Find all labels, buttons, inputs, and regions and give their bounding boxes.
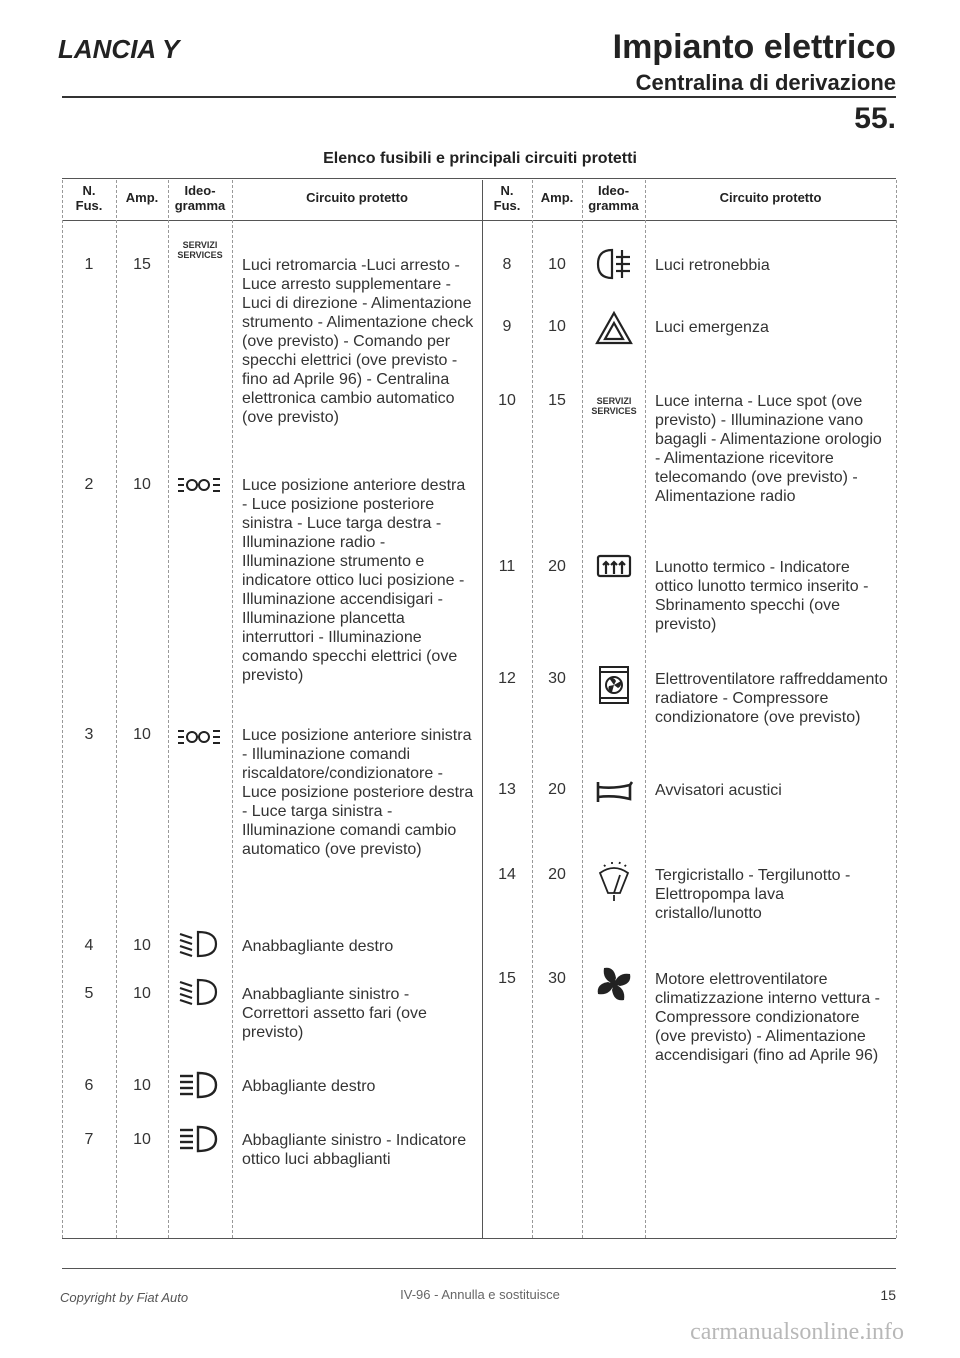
fuse-number: 4 bbox=[84, 937, 94, 954]
fuse-number: 13 bbox=[498, 781, 516, 798]
fuse-number: 10 bbox=[498, 392, 516, 409]
circuit-description: Luce posizione anteriore destra - Luce posizione posteriore sinistra - Luce targa destra - Illuminazione radio - Illuminazione strumento e indicatore ottico luci posizione - Illuminazione accendisigari - Illuminazione plancetta interruttori - Illuminazione comando specchi elettrici (ove previsto) bbox=[242, 477, 466, 684]
circuit-description: Luci emergenza bbox=[655, 319, 769, 336]
header-rule bbox=[62, 96, 896, 98]
header-ideogram: Ideo- gramma bbox=[588, 183, 639, 213]
fuse-amp: 10 bbox=[133, 1131, 151, 1148]
table-header-rule bbox=[62, 220, 896, 221]
fuse-amp: 30 bbox=[548, 670, 566, 687]
fuse-number: 7 bbox=[84, 1131, 94, 1148]
circuit-description: Luci retronebbia bbox=[655, 257, 770, 274]
header-fuse-number: N. Fus. bbox=[493, 183, 521, 213]
services-icon: SERVIZI SERVICES bbox=[591, 396, 637, 416]
copyright: Copyright by Fiat Auto bbox=[60, 1290, 189, 1305]
header-ideogram: Ideo- gramma bbox=[174, 183, 226, 213]
col-divider bbox=[582, 180, 583, 1238]
high-beam-icon bbox=[170, 1068, 230, 1102]
fuse-amp: 20 bbox=[548, 781, 566, 798]
circuit-description: Anabbagliante sinistro - Correttori assetto fari (ove previsto) bbox=[242, 986, 427, 1041]
table-title: Elenco fusibili e principali circuiti protetti bbox=[323, 150, 637, 167]
fuse-amp: 10 bbox=[133, 985, 151, 1002]
header-amp: Amp. bbox=[540, 190, 574, 205]
position-light-icon bbox=[170, 720, 230, 754]
radiator-fan-icon bbox=[584, 662, 644, 708]
fuse-number: 9 bbox=[502, 318, 512, 335]
fuse-number: 14 bbox=[498, 866, 516, 883]
low-beam-icon bbox=[170, 974, 230, 1010]
table-top-rule bbox=[62, 178, 896, 179]
circuit-description: Anabbagliante destro bbox=[242, 938, 394, 955]
center-divider bbox=[482, 180, 483, 1238]
fuse-amp: 10 bbox=[133, 476, 151, 493]
circuit-description: Avvisatori acustici bbox=[655, 782, 782, 799]
brand-title: LANCIA Y bbox=[58, 34, 180, 64]
fuse-amp: 20 bbox=[548, 558, 566, 575]
horn-icon bbox=[584, 776, 644, 808]
circuit-description: Motore elettroventilatore climatizzazione interno vettura - Compressore condizionatore (ove previsto) - Alimentazione accendisigari (fino ad Aprile 96) bbox=[655, 971, 880, 1064]
page-number: 55. bbox=[854, 102, 896, 135]
col-divider bbox=[168, 180, 169, 1238]
fuse-number: 11 bbox=[498, 558, 516, 575]
fuse-number: 15 bbox=[498, 970, 516, 987]
header-fuse-number: N. Fus. bbox=[75, 183, 103, 213]
circuit-description: Luce posizione anteriore sinistra - Illuminazione comandi riscaldatore/condizionatore - Luce posizione posteriore destra - Luce targa sinistra - Illuminazione comandi cambio automatico (ove previsto) bbox=[242, 727, 474, 858]
circuit-description: Lunotto termico - Indicatore ottico lunotto termico inserito - Sbrinamento specchi (ove previsto) bbox=[655, 559, 869, 633]
hazard-icon bbox=[584, 308, 644, 348]
watermark: carmanualsonline.info bbox=[690, 1319, 904, 1345]
fuse-amp: 20 bbox=[548, 866, 566, 883]
fuse-amp: 10 bbox=[548, 256, 566, 273]
fuse-amp: 10 bbox=[133, 1077, 151, 1094]
services-icon: SERVIZI SERVICES bbox=[177, 240, 223, 260]
fuse-number: 6 bbox=[84, 1077, 94, 1094]
low-beam-icon bbox=[170, 926, 230, 962]
col-divider bbox=[232, 180, 233, 1238]
col-divider bbox=[645, 180, 646, 1238]
header-circuit: Circuito protetto bbox=[306, 190, 408, 205]
circuit-description: Elettroventilatore raffreddamento radiatore - Compressore condizionatore (ove previsto) bbox=[655, 671, 888, 726]
fuse-amp: 15 bbox=[133, 256, 151, 273]
rear-fog-icon bbox=[584, 244, 644, 284]
circuit-description: Tergicristallo - Tergilunotto - Elettropompa lava cristallo/lunotto bbox=[655, 867, 851, 922]
rear-defrost-icon bbox=[584, 550, 644, 586]
position-light-icon bbox=[170, 468, 230, 502]
high-beam-icon bbox=[170, 1122, 230, 1156]
fuse-amp: 10 bbox=[133, 937, 151, 954]
section-subtitle: Centralina di derivazione bbox=[635, 70, 896, 95]
fuse-number: 5 bbox=[84, 985, 94, 1002]
circuit-description: Abbagliante destro bbox=[242, 1078, 376, 1095]
wiper-icon bbox=[584, 858, 644, 904]
fuse-number: 3 bbox=[84, 726, 94, 743]
fuse-number: 8 bbox=[502, 256, 512, 273]
footer-page-number: 15 bbox=[880, 1287, 896, 1303]
table-bottom-rule bbox=[62, 1238, 896, 1239]
fuse-number: 2 bbox=[84, 476, 94, 493]
fuse-amp: 15 bbox=[548, 392, 566, 409]
header-amp: Amp. bbox=[125, 190, 159, 205]
col-divider bbox=[896, 180, 897, 1238]
section-title: Impianto elettrico bbox=[612, 28, 896, 66]
col-divider bbox=[532, 180, 533, 1238]
circuit-description: Luce interna - Luce spot (ove previsto) - Illuminazione vano bagagli - Alimentazione orologio - Alimentazione ricevitore telecomando (ove previsto) - Alimentazione radio bbox=[655, 393, 882, 505]
fan-icon bbox=[584, 962, 644, 1006]
circuit-description: Abbagliante sinistro - Indicatore ottico luci abbaglianti bbox=[242, 1132, 467, 1168]
footer-rule bbox=[62, 1268, 896, 1269]
header-circuit: Circuito protetto bbox=[719, 190, 822, 205]
revision-note: IV-96 - Annulla e sostituisce bbox=[400, 1287, 560, 1302]
fuse-number: 1 bbox=[84, 256, 94, 273]
fuse-number: 12 bbox=[498, 670, 516, 687]
fuse-amp: 10 bbox=[548, 318, 566, 335]
fuse-amp: 10 bbox=[133, 726, 151, 743]
fuse-amp: 30 bbox=[548, 970, 566, 987]
circuit-description: Luci retromarcia -Luci arresto - Luce arresto supplementare - Luci di direzione - Alimentazione strumento - Alimentazione check (ove previsto) - Comando per specchi elettrici (ove previsto - fino ad Aprile 96) - Centralina elettronica cambio automatico (ove previsto) bbox=[242, 257, 474, 426]
